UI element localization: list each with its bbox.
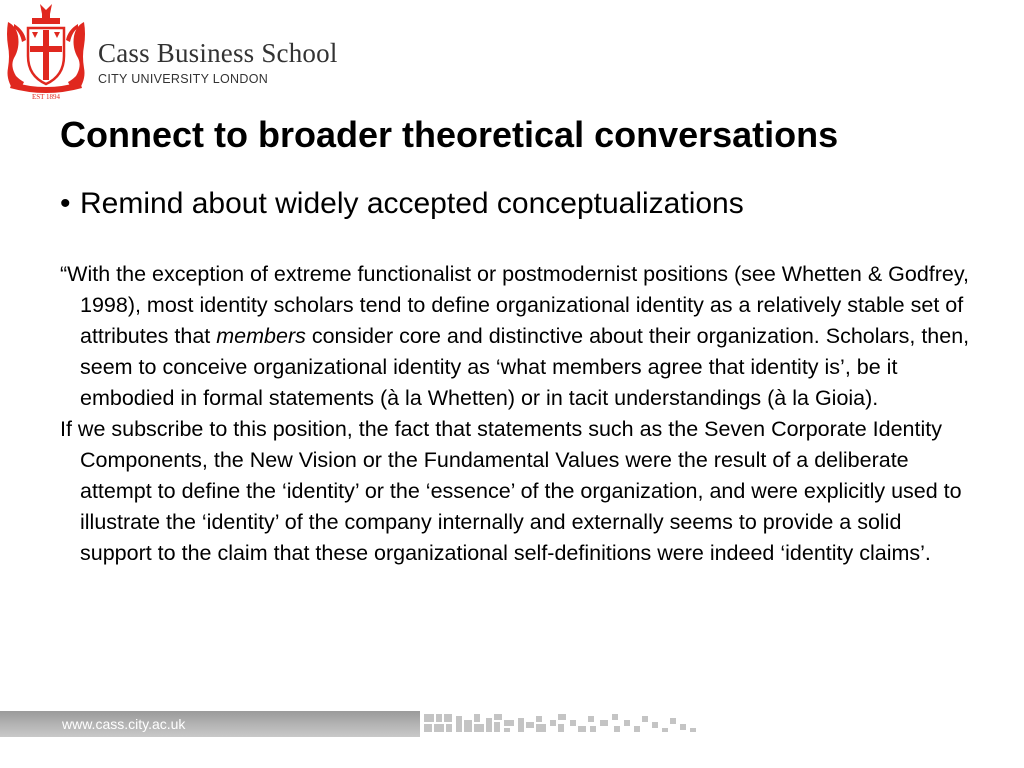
quote-block — [60, 259, 970, 569]
quote-paragraph-1 — [60, 259, 970, 414]
quote-p1-start: “With the exception of extreme functionalist or postmodernist positions (see Whetten & Godfrey, 1998), most identity scholars tend to define organizational identity as a relatively stable set of attributes that — [60, 262, 969, 348]
bullet-text: Remind about widely accepted conceptualizations — [80, 187, 744, 220]
brand-subtitle: CITY UNIVERSITY LONDON — [98, 72, 269, 86]
bullet-dot: • — [60, 187, 71, 220]
coat-of-arms-icon — [4, 2, 88, 100]
brand-block — [98, 38, 338, 86]
quote-paragraph-2: If we subscribe to this position, the fact that statements such as the Seven Corporate Identity Components, the New Vision or the Fundamental Values were the result of a deliberate attempt to define the ‘identity’ or the ‘essence’ of the organization, and were explicitly used to illustrate the ‘identity’ of the company internally and externally seems to provide a solid support to the claim that these organizational self-definitions were indeed ‘identity claims’. — [60, 417, 962, 565]
logo-est-text: EST 1894 — [31, 93, 61, 100]
bullet-item — [60, 185, 744, 223]
brand-name: Cass Business School — [98, 38, 338, 68]
quote-p1-emphasis: members — [216, 324, 306, 348]
slide-title: Connect to broader theoretical conversations — [60, 114, 839, 155]
footer-url[interactable]: www.cass.city.ac.uk — [62, 716, 186, 732]
quote-p1-end: consider core and distinctive about their organization. Scholars, then, seem to conceive organizational identity as ‘what members agree that identity is’, be it embodied in formal statements (à la Whetten) or in tacit understandings (à la Gioia). — [80, 324, 970, 410]
pixel-pattern-icon — [422, 711, 702, 739]
